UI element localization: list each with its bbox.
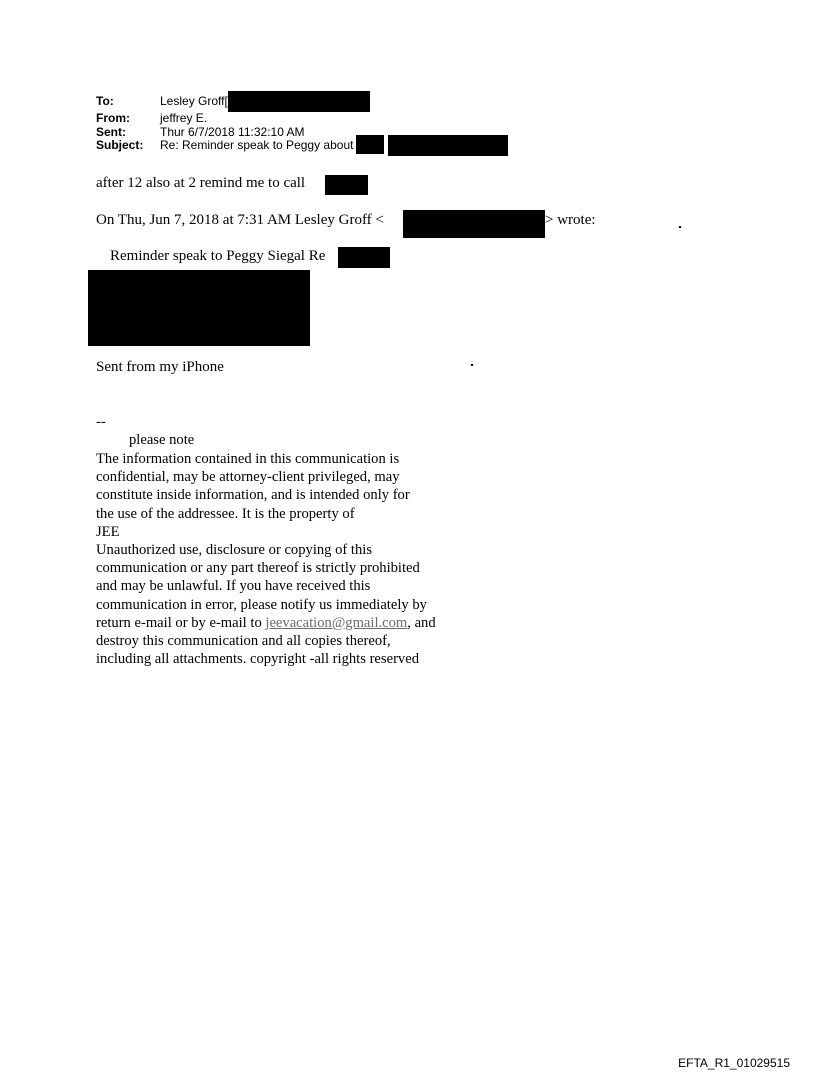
disclaimer-line: and may be unlawful. If you have received this <box>96 578 371 595</box>
quote-intro-end: > wrote: <box>545 212 596 228</box>
sent-value: Thur 6/7/2018 11:32:10 AM <box>160 124 305 139</box>
disclaimer-line: communication in error, please notify us immediately by <box>96 596 427 613</box>
disclaimer-separator: -- <box>96 414 106 430</box>
sent-label: Sent: <box>96 124 126 139</box>
disclaimer-line: Unauthorized use, disclosure or copying of this <box>96 542 373 559</box>
redaction-block <box>88 270 310 346</box>
redaction-box <box>356 135 384 154</box>
disclaimer-line: including all attachments. copyright -all rights reserved <box>96 651 419 668</box>
disclaimer-text <box>96 450 436 668</box>
email-line-suffix: , and <box>407 614 436 631</box>
disclaimer-line: JEE <box>96 523 120 540</box>
email-line-prefix: return e-mail or by e-mail to <box>96 614 266 631</box>
subject-label: Subject: <box>96 138 144 152</box>
quote-line: Reminder speak to Peggy Siegal Re <box>110 248 326 264</box>
redaction-box <box>338 247 390 268</box>
disclaimer-line: the use of the addressee. It is the property of <box>96 505 355 522</box>
body-line-1 <box>96 175 305 192</box>
redaction-box <box>388 135 508 156</box>
from-value: jeffrey E. <box>160 111 208 125</box>
to-value: Lesley Groff[ <box>160 94 228 108</box>
signature: Sent from my iPhone <box>96 359 224 375</box>
to-row <box>96 95 508 112</box>
from-label: From: <box>96 111 130 125</box>
email-header <box>96 95 508 156</box>
email-link[interactable]: jeevacation@gmail.com <box>265 614 408 631</box>
disclaimer-line: constitute inside information, and is intended only for <box>96 487 410 504</box>
stray-dot <box>471 364 473 366</box>
disclaimer-line: communication or any part thereof is strictly prohibited <box>96 560 420 577</box>
subject-value: Re: Reminder speak to Peggy about <box>160 138 354 152</box>
from-row <box>96 112 508 126</box>
redaction-box <box>228 91 370 112</box>
redaction-box <box>403 210 545 238</box>
disclaimer-note: please note <box>129 432 195 448</box>
disclaimer-email-line <box>96 614 436 632</box>
redaction-box <box>325 175 368 195</box>
document-id: EFTA_R1_01029515 <box>678 1056 790 1070</box>
disclaimer-line: confidential, may be attorney-client privileged, may <box>96 469 400 486</box>
quote-intro-start: On Thu, Jun 7, 2018 at 7:31 AM Lesley Groff < <box>96 212 384 228</box>
to-label: To: <box>96 94 114 108</box>
subject-row <box>96 139 508 156</box>
quote-intro <box>96 212 384 229</box>
body-line-1-text: after 12 also at 2 remind me to call <box>96 175 306 191</box>
disclaimer-line: The information contained in this communication is <box>96 451 400 467</box>
stray-dot <box>679 226 681 228</box>
disclaimer-line: destroy this communication and all copies thereof, <box>96 633 391 650</box>
